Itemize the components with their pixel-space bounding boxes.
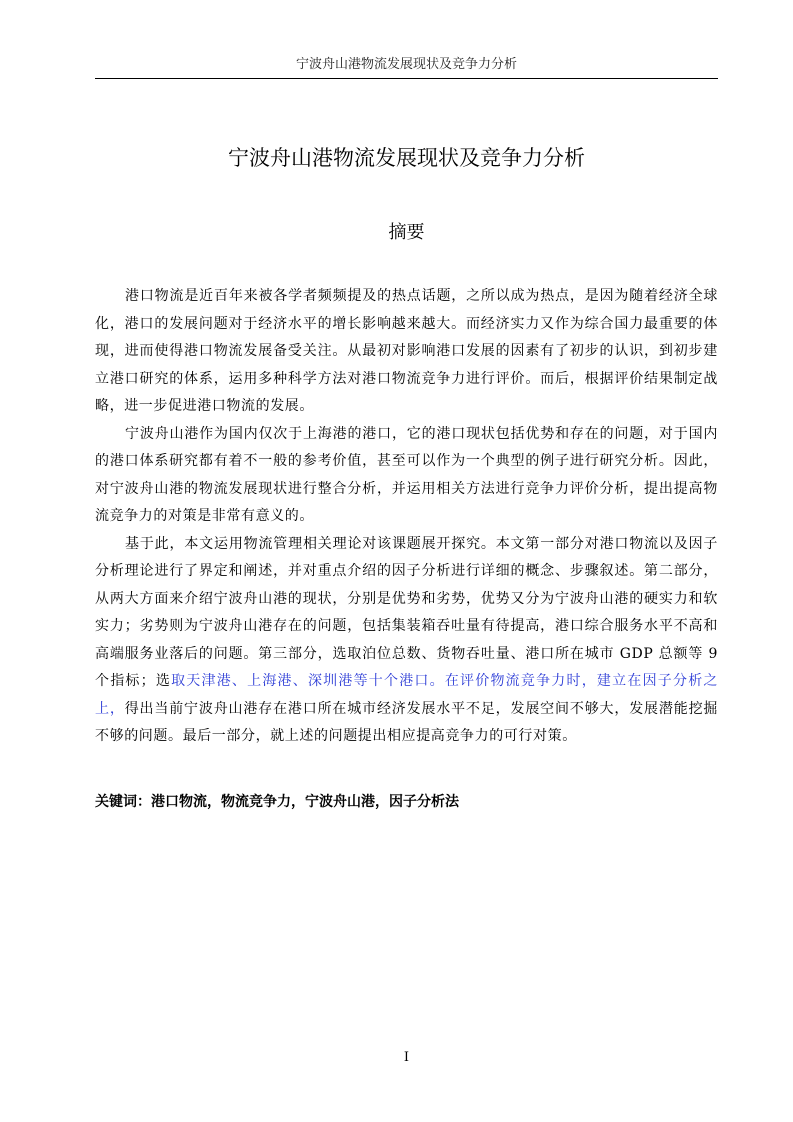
running-header: 宁波舟山港物流发展现状及竞争力分析 bbox=[295, 57, 517, 72]
paragraph-3-text-end: 得出当前宁波舟山港存在港口所在城市经济发展水平不足，发展空间不够大，发展潜能挖掘不够的问题。最后一部分，就上述的问题提出相应提高竞争力的可行对策。 bbox=[95, 700, 719, 744]
abstract-paragraph-2: 宁波舟山港作为国内仅次于上海港的港口，它的港口现状包括优势和存在的问题，对于国内的港口体系研究都有着不一般的参考价值，甚至可以作为一个典型的例子进行研究分析。因此，对宁波舟山港的物流发展现状进行整合分析，并运用相关方法进行竞争力评价分析，提出提高物流竞争力的对策是非常有意义的。 bbox=[95, 425, 718, 524]
page-number: I bbox=[403, 1050, 410, 1065]
highlighted-link-text[interactable]: 取天津港、上海港、深圳港等十个港口。在评价物流竞争力时，建立在因子分析之上， bbox=[95, 673, 719, 717]
abstract-body bbox=[95, 283, 718, 751]
paragraph-3-text-start: 基于此，本文运用物流管理相关理论对该课题展开探究。本文第一部分对港口物流以及因子分析理论进行了界定和阐述，并对重点介绍的因子分析进行详细的概念、步骤叙述。第二部分，从两大方面来介绍宁波舟山港的现状，分别是优势和劣势，优势又分为宁波舟山港的硬实力和软实力；劣势则为宁波舟山港存在的问题，包括集装箱吞吐量有待提高，港口综合服务水平不高和高端服务业落后的问题。第三部分，选取泊位总数、货物吞吐量、港口所在城市 GDP 总额等 9 个指标；选 bbox=[95, 535, 718, 689]
abstract-paragraph-1: 港口物流是近百年来被各学者频频提及的热点话题，之所以成为热点，是因为随着经济全球化，港口的发展问题对于经济水平的增长影响越来越大。而经济实力又作为综合国力最重要的体现，进而使得港口物流发展备受关注。从最初对影响港口发展的因素有了初步的认识，到初步建立港口研究的体系，运用多种科学方法对港口物流竞争力进行评价。而后，根据评价结果制定战略，进一步促进港口物流的发展。 bbox=[95, 288, 718, 414]
abstract-heading: 摘要 bbox=[388, 222, 425, 243]
document-title: 宁波舟山港物流发展现状及竞争力分析 bbox=[228, 146, 585, 170]
abstract-paragraph-3 bbox=[95, 531, 718, 751]
header-rule bbox=[95, 78, 718, 79]
keywords-line: 关键词：港口物流，物流竞争力，宁波舟山港，因子分析法 bbox=[95, 794, 459, 810]
